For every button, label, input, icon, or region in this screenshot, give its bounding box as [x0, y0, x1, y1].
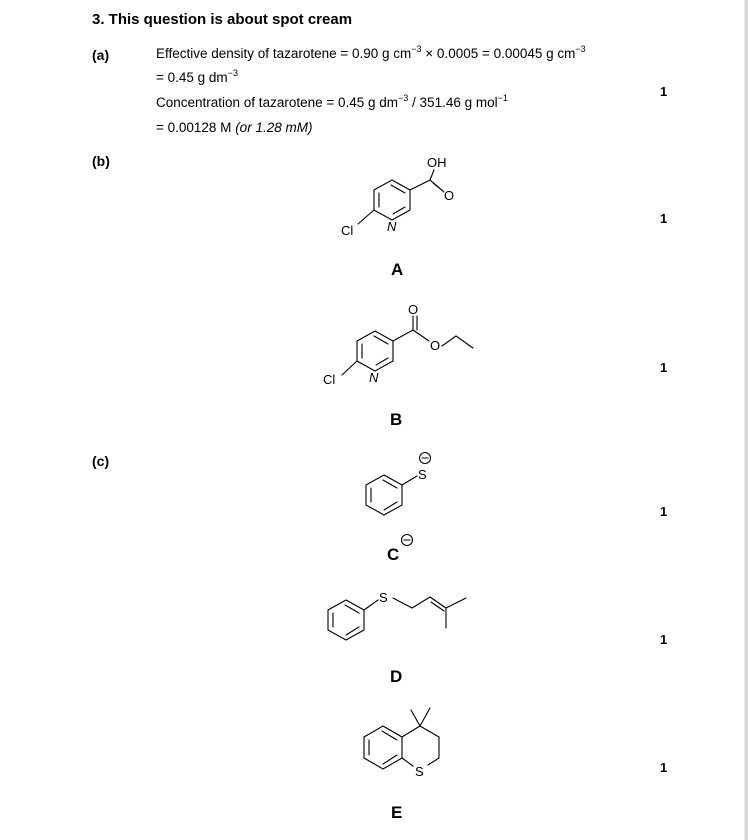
- density-line-1: Effective density of tazarotene = 0.90 g $cm^{-3} \times 0.0005 = 0.00045$ g $cm^{-3}$: [156, 44, 586, 61]
- structure-d: [328, 597, 466, 640]
- s-label-d: S: [379, 590, 388, 605]
- caption-a: A: [391, 260, 404, 279]
- n-label-a: N: [387, 219, 397, 234]
- mark-a: 1: [660, 84, 668, 99]
- benzene-ring-e: [364, 726, 402, 769]
- s-label-c: S: [418, 467, 427, 482]
- caption-c: C: [387, 545, 400, 564]
- cl-label-a: Cl: [341, 223, 354, 238]
- concentration-line-1: Concentration of tazarotene = 0.45 g $dm^{-3} / 351.46$ g mol$^{-1}$: [156, 93, 508, 110]
- question-title: 3. This question is about spot cream: [92, 11, 353, 28]
- mark-c-d: 1: [660, 632, 668, 647]
- density-line-2: = 0.45 g $dm^{-3}$: [156, 68, 238, 85]
- o-ester-label-b: O: [430, 338, 441, 353]
- part-b-label: (b): [92, 153, 110, 169]
- caption-d: D: [390, 667, 403, 686]
- caption-e: E: [391, 803, 403, 822]
- o-label-a: O: [444, 188, 455, 203]
- part-a-label: (a): [92, 47, 110, 63]
- mark-b-a: 1: [660, 211, 668, 226]
- concentration-line-2: = 0.00128 M (or 1.28 mM): [156, 120, 313, 135]
- mark-c-c: 1: [660, 504, 668, 519]
- mark-c-e: 1: [660, 760, 668, 775]
- oh-label-a: OH: [427, 155, 447, 170]
- structure-e: [364, 708, 439, 769]
- structure-b: [342, 316, 473, 375]
- part-c-label: (c): [92, 453, 110, 469]
- o-carbonyl-label-b: O: [408, 302, 419, 317]
- cl-label-b: Cl: [323, 372, 336, 387]
- structure-a: [358, 170, 444, 224]
- mark-b-b: 1: [660, 360, 668, 375]
- n-label-b: N: [369, 370, 379, 385]
- s-label-e: S: [415, 764, 424, 779]
- caption-b: B: [390, 410, 403, 429]
